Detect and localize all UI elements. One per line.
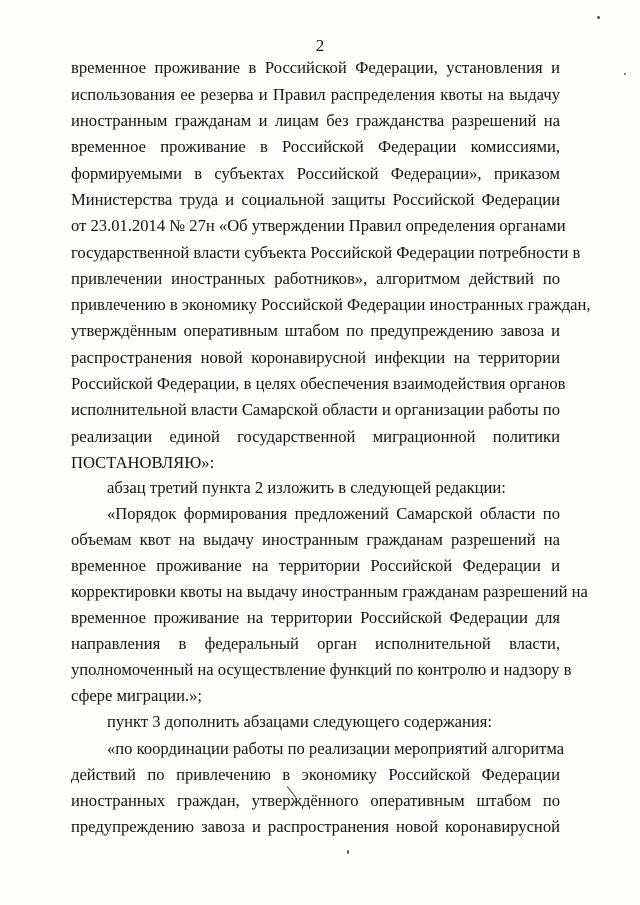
scan-speck — [597, 16, 600, 19]
text-line: «Порядок формирования предложений Самарской области по — [107, 504, 560, 523]
text-line: временное проживание в Российской Федерации комиссиями, — [71, 137, 560, 156]
text-line: распространения новой коронавирусной инфекции на территории — [71, 348, 560, 367]
text-line: Российской Федерации, в целях обеспечения взаимодействия органов — [71, 374, 566, 393]
text-line: сфере миграции.»; — [71, 686, 203, 705]
scan-speck — [347, 850, 349, 854]
text-line: предупреждению завоза и распространения новой коронавирусной — [71, 817, 560, 836]
paragraph-heading: абзац третий пункта 2 изложить в следующей редакции: — [107, 478, 506, 497]
text-line: утверждённым оперативным штабом по предупреждению завоза и — [71, 321, 560, 340]
text-line: привлечении иностранных работников», алгоритмом действий по — [71, 269, 560, 288]
text-line: временное проживание на территории Российской Федерации для — [71, 608, 560, 627]
text-line: иностранных граждан, утверждённого оперативным штабом по — [71, 791, 560, 810]
text-line: направления в федеральный орган исполнительной власти, — [71, 634, 560, 653]
text-line: временное проживание на территории Российской Федерации и — [71, 556, 560, 575]
text-line: формируемыми в субъектах Российской Федерации», приказом — [71, 164, 560, 183]
text-line: исполнительной власти Самарской области и организации работы по — [71, 400, 561, 419]
text-line: действий по привлечению в экономику Российской Федерации — [71, 765, 560, 784]
paragraph-heading: пункт 3 дополнить абзацами следующего содержания: — [107, 712, 492, 731]
text-line: иностранным гражданам и лицам без гражданства разрешений на — [71, 111, 560, 130]
text-line: использования ее резерва и Правил распределения квоты на выдачу — [71, 85, 560, 104]
page-number: 2 — [315, 36, 325, 55]
text-line: корректировки квоты на выдачу иностранным гражданам разрешений на — [71, 582, 588, 601]
text-line: Министерства труда и социальной защиты Российской Федерации — [71, 190, 560, 209]
text-line: государственной власти субъекта Российской Федерации потребности в — [71, 243, 581, 262]
text-line: от 23.01.2014 № 27н «Об утверждении Правил определения органами — [71, 216, 566, 235]
text-line: привлечению в экономику Российской Федерации иностранных граждан, — [71, 295, 591, 314]
scan-speck — [624, 73, 626, 75]
text-line: реализации единой государственной миграционной политики — [71, 427, 560, 446]
text-line: объемам квот на выдачу иностранным гражданам разрешений на — [71, 530, 560, 549]
text-line: уполномоченный на осуществление функций по контролю и надзору в — [71, 660, 572, 679]
text-line: «по координации работы по реализации мероприятий алгоритма — [107, 739, 565, 758]
text-line: ПОСТАНОВЛЯЮ»: — [71, 453, 215, 472]
text-line: временное проживание в Российской Федерации, установления и — [71, 58, 560, 77]
